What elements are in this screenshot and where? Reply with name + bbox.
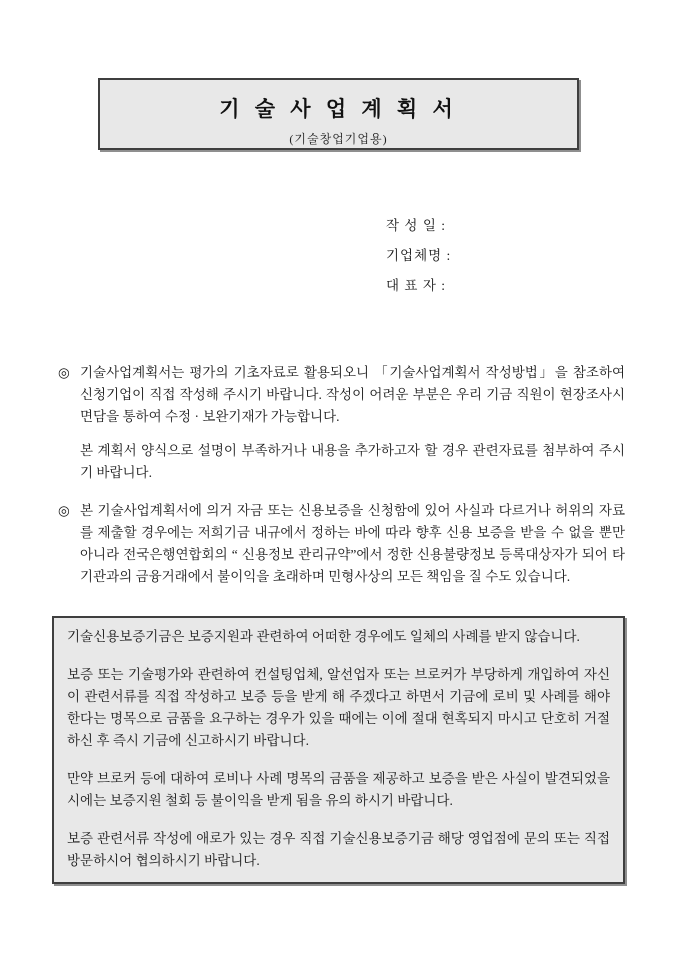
anti-corruption-warning-box [52,616,625,884]
notice-guidance [58,362,625,484]
notice-legal [58,500,625,588]
notice-guidance-text [80,362,625,484]
field-write-date-label: 작 성 일 : [386,218,446,233]
notice-guidance-paragraph-1: 기술사업계획서는 평가의 기초자료로 활용되오니 「기술사업계획서 작성방법」을 참조하여 신청기업이 직접 작성해 주시기 바랍니다. 작성이 어려운 부분은 우리 기금 직원이 현장조사시 면담을 통하여 수정 · 보완기재가 가능합니다. [80,365,625,424]
warning-paragraph-3: 만약 브로커 등에 대하여 로비나 사례 명목의 금품을 제공하고 보증을 받은 사실이 발견되었을 시에는 보증지원 철회 등 불이익을 받게 됨을 유의 하시기 바랍니다. [67,771,610,808]
field-write-date [386,214,561,236]
title-box [98,78,579,150]
double-circle-bullet-icon: ◎ [58,365,70,380]
warning-paragraph-1: 기술신용보증기금은 보증지원과 관련하여 어떠한 경우에도 일체의 사례를 받지 않습니다. [67,629,580,644]
warning-paragraph-2: 보증 또는 기술평가와 관련하여 컨설팅업체, 알선업자 또는 브로커가 부당하게 개입하여 자신이 관련서류를 직접 작성하고 보증 등을 받게 해 주겠다고 하면서 기금에 로비 및 사례를 해야 한다는 명목으로 금품을 요구하는 경우가 있을 때에는 이에 절대 현혹되지 마시고 단호히 거절하신 후 즉시 기금에 신고하시기 바랍니다. [67,667,610,748]
field-company-name [386,244,561,266]
warning-paragraph-4: 보증 관련서류 작성에 애로가 있는 경우 직접 기술신용보증기금 해당 영업점에 문의 또는 직접 방문하시어 협의하시기 바랍니다. [67,831,610,868]
notice-legal-text [80,500,625,588]
notice-legal-paragraph: 본 기술사업계획서에 의거 자금 또는 신용보증을 신청함에 있어 사실과 다르거나 허위의 자료를 제출할 경우에는 저희기금 내규에서 정하는 바에 따라 향후 신용 보증을 받을 수 없을 뿐만 아니라 전국은행연합회의 “ 신용정보 관리규약”에서 정한 신용불량정보 등록대상자가 되어 타 기관과의 금융거래에서 불이익을 초래하며 민형사상의 모든 책임을 질 수도 있습니다. [80,503,625,584]
document-title: 기 술 사 업 계 획 서 [219,97,458,121]
notice-guidance-paragraph-2: 본 계획서 양식으로 설명이 부족하거나 내용을 추가하고자 할 경우 관련자료를 첨부하여 주시기 바랍니다. [80,443,625,480]
meta-fields [386,214,561,304]
field-company-name-label: 기업체명 : [386,248,452,263]
double-circle-bullet-icon: ◎ [58,503,70,518]
field-representative-label: 대 표 자 : [386,278,446,293]
document-subtitle: (기술창업기업용) [289,132,388,146]
field-representative [386,274,561,296]
